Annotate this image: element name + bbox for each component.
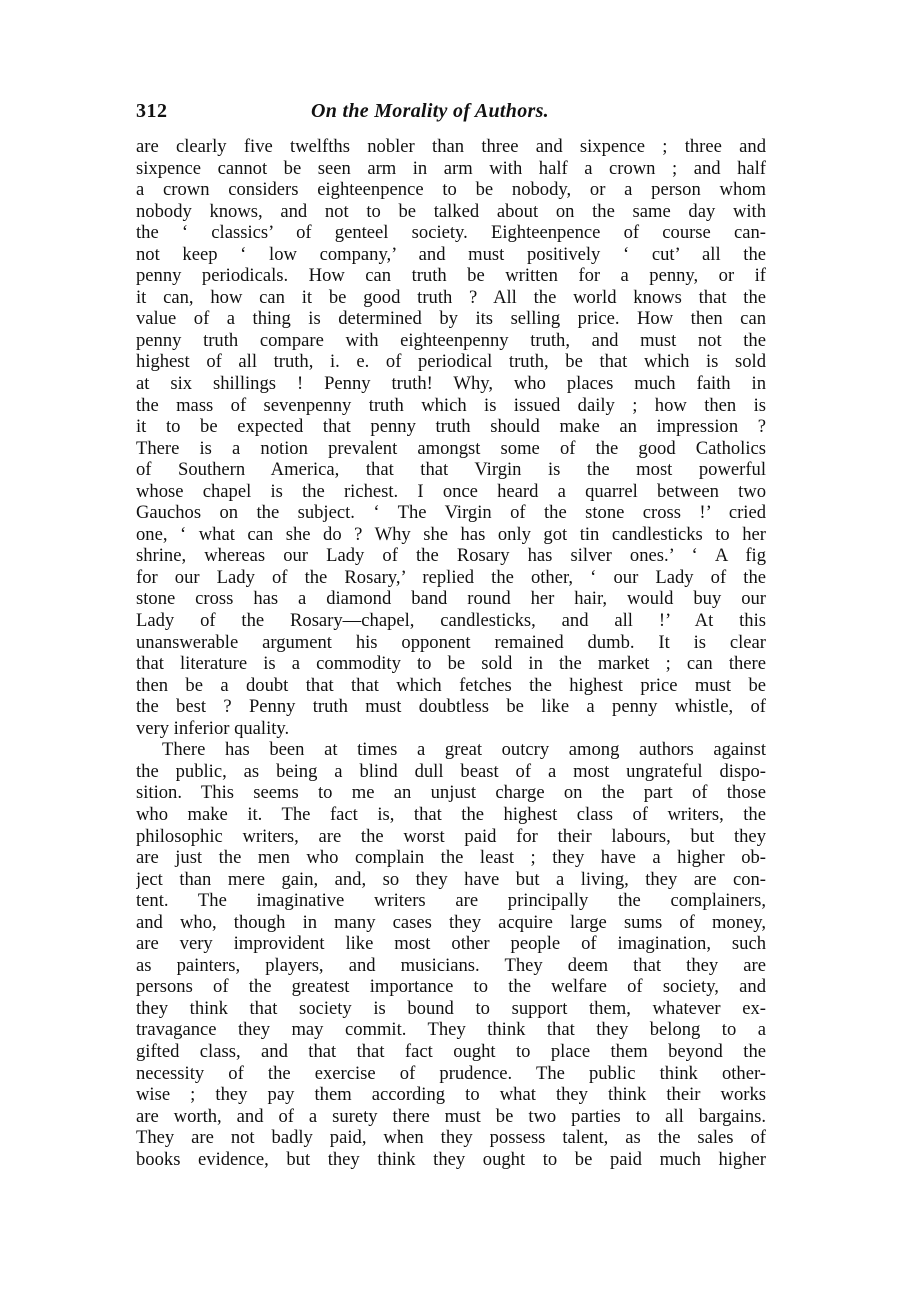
text-line: highest of all truth, i. e. of periodical truth, be that which is sold <box>136 351 766 373</box>
text-line: it can, how can it be good truth ? All the world knows that the <box>136 286 766 308</box>
text-line: and who, though in many cases they acquire large sums of money, <box>136 911 766 933</box>
text-line: books evidence, but they think they ought to be paid much higher <box>136 1148 766 1170</box>
body-text <box>136 136 766 1170</box>
text-line: travagance they may commit. They think that they belong to a <box>136 1019 766 1041</box>
text-line: then be a doubt that that which fetches the highest price must be <box>136 674 766 696</box>
text-line: shrine, whereas our Lady of the Rosary has silver ones.’ ‘ A fig <box>136 545 766 567</box>
text-line: who make it. The fact is, that the highest class of writers, the <box>136 803 766 825</box>
page-number: 312 <box>136 100 168 122</box>
text-line: necessity of the exercise of prudence. The public think other- <box>136 1062 766 1084</box>
text-line: gifted class, and that that fact ought to place them beyond the <box>136 1040 766 1062</box>
text-line: they think that society is bound to support them, whatever ex- <box>136 997 766 1019</box>
text-line: the ‘ classics’ of genteel society. Eighteenpence of course can- <box>136 222 766 244</box>
text-line: persons of the greatest importance to the welfare of society, and <box>136 976 766 998</box>
text-line: sixpence cannot be seen arm in arm with half a crown ; and half <box>136 157 766 179</box>
text-line: for our Lady of the Rosary,’ replied the other, ‘ our Lady of the <box>136 566 766 588</box>
paragraph <box>136 136 766 739</box>
text-line: at six shillings ! Penny truth! Why, who places much faith in <box>136 373 766 395</box>
text-line: are clearly five twelfths nobler than three and sixpence ; three and <box>136 136 766 157</box>
text-line: a crown considers eighteenpence to be nobody, or a person whom <box>136 179 766 201</box>
text-line: penny periodicals. How can truth be written for a penny, or if <box>136 265 766 287</box>
running-title: On the Morality of Authors. <box>311 100 549 122</box>
paragraph <box>136 739 766 1170</box>
text-line: whose chapel is the richest. I once heard a quarrel between two <box>136 480 766 502</box>
page-header <box>136 100 766 130</box>
text-line: as painters, players, and musicians. They deem that they are <box>136 954 766 976</box>
text-line: nobody knows, and not to be talked about on the same day with <box>136 200 766 222</box>
text-line: the mass of sevenpenny truth which is issued daily ; how then is <box>136 394 766 416</box>
text-line: very inferior quality. <box>136 717 290 739</box>
text-line: Gauchos on the subject. ‘ The Virgin of the stone cross !’ cried <box>136 502 766 524</box>
text-line: that literature is a commodity to be sold in the market ; can there <box>136 653 766 675</box>
text-line: wise ; they pay them according to what they think their works <box>136 1084 766 1106</box>
text-line: There is a notion prevalent amongst some of the good Catholics <box>136 437 766 459</box>
text-line: are worth, and of a surety there must be two parties to all bargains. <box>136 1105 766 1127</box>
text-line: penny truth compare with eighteenpenny truth, and must not the <box>136 329 766 351</box>
text-line: the best ? Penny truth must doubtless be like a penny whistle, of <box>136 696 766 718</box>
text-line: it to be expected that penny truth should make an impression ? <box>136 416 766 438</box>
text-line: of Southern America, that that Virgin is the most powerful <box>136 459 766 481</box>
text-line: one, ‘ what can she do ? Why she has only got tin candlesticks to her <box>136 523 766 545</box>
text-line: sition. This seems to me an unjust charge on the part of those <box>136 782 766 804</box>
text-line: philosophic writers, are the worst paid for their labours, but they <box>136 825 766 847</box>
text-line: There has been at times a great outcry among authors against <box>162 739 766 761</box>
text-line: unanswerable argument his opponent remained dumb. It is clear <box>136 631 766 653</box>
text-line: value of a thing is determined by its selling price. How then can <box>136 308 766 330</box>
text-line: tent. The imaginative writers are principally the complainers, <box>136 890 766 912</box>
text-line: Lady of the Rosary—chapel, candlesticks, and all !’ At this <box>136 610 766 632</box>
text-line: They are not badly paid, when they possess talent, as the sales of <box>136 1127 766 1149</box>
text-line: are very improvident like most other people of imagination, such <box>136 933 766 955</box>
text-line: stone cross has a diamond band round her hair, would buy our <box>136 588 766 610</box>
text-line: are just the men who complain the least ; they have a higher ob- <box>136 847 766 869</box>
text-line: ject than mere gain, and, so they have but a living, they are con- <box>136 868 766 890</box>
text-line: the public, as being a blind dull beast of a most ungrateful dispo- <box>136 760 766 782</box>
text-line: not keep ‘ low company,’ and must positively ‘ cut’ all the <box>136 243 766 265</box>
